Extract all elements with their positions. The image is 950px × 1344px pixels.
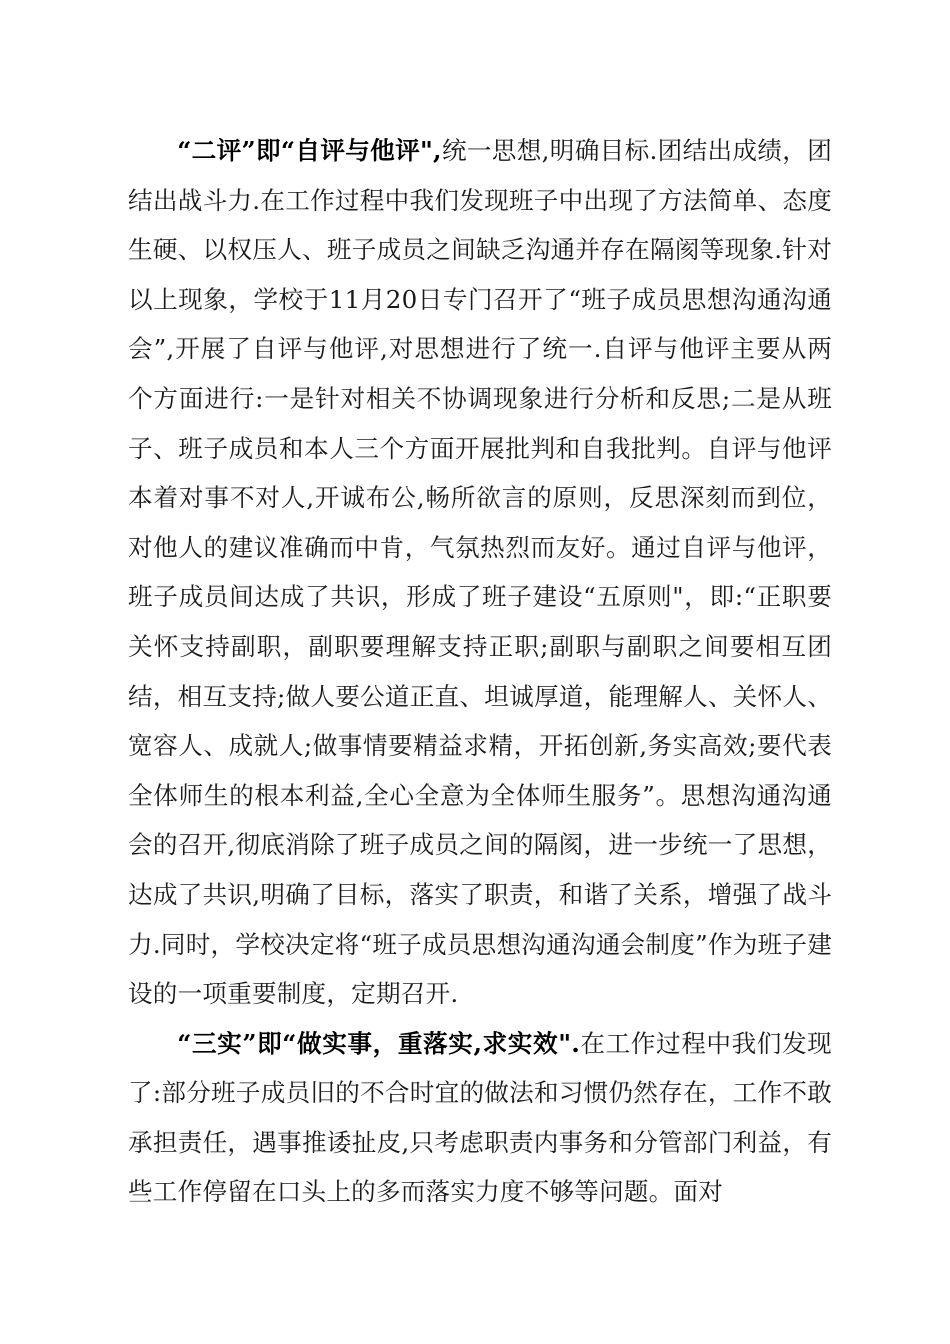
paragraph-three-practicals [128,1019,832,1217]
paragraph-lead-heading: “三实”即“做实事，重落实,求实效". [177,1028,580,1058]
paragraph-body-text: 统一思想,明确目标.团结出成绩，团结出战斗力.在工作过程中我们发现班子中出现了方法简单、态度生硬、以权压人、班子成员之间缺乏沟通并存在隔阂等现象.针对以上现象，学校于11月20日专门召开了“班子成员思想沟通沟通会”,开展了自评与他评,对思想进行了统一.自评与他评主要从两个方面进行:一是针对相关不协调现象进行分析和反思;二是从班子、班子成员和本人三个方面开展批判和自我批判。自评与他评本着对事不对人,开诚布公,畅所欲言的原则，反思深刻而到位，对他人的建议准确而中肯，气氛热烈而友好。通过自评与他评，班子成员间达成了共识，形成了班子建设“五原则"，即:“正职要关怀支持副职，副职要理解支持正职;副职与副职之间要相互团结，相互支持;做人要公道正直、坦诚厚道，能理解人、关怀人、宽容人、成就人;做事情要精益求精，开拓创新,务实高效;要代表全体师生的根本利益,全心全意为全体师生服务”。思想沟通沟通会的召开,彻底消除了班子成员之间的隔阂，进一步统一了思想，达成了共识,明确了目标，落实了职责，和谐了关系，增强了战斗力.同时，学校决定将“班子成员思想沟通沟通会制度”作为班子建设的一项重要制度，定期召开. [128,136,832,1009]
paragraph-lead-heading: “二评”即“自评与他评", [177,136,442,165]
paragraph-two-evaluations [128,126,832,1019]
document-page [128,126,832,1217]
paragraph-body-text: 在工作过程中我们发现了:部分班子成员旧的不合时宜的做法和习惯仍然存在，工作不敢承担责任，遇事推诿扯皮,只考虑职责内事务和分管部门利益，有些工作停留在口头上的多而落实力度不够等问题。面对 [128,1028,832,1207]
